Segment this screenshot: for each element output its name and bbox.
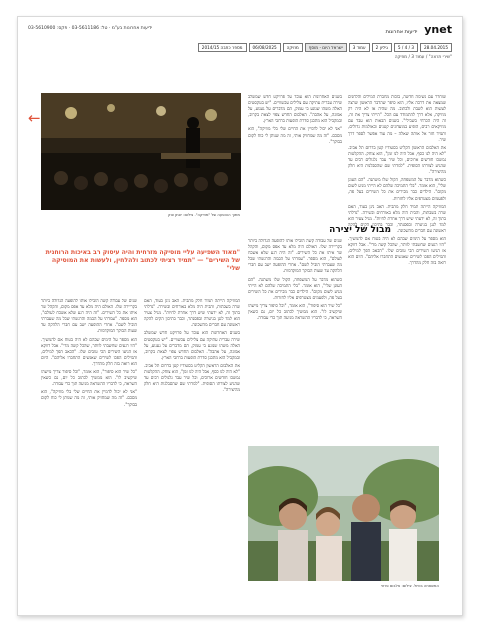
back-arrow-icon[interactable]: ←: [28, 109, 41, 127]
paragraph: כשהוא מדבר על המשפחה, הקול שלו משתנה. "הם העוגן שלי", הוא אומר. "בלי התמיכה שלהם לא הייתי מגיע לשום מקום". הילדים כבר מכירים את כל השירים בעל פה, ולפעמים מצטרפים אליו לחזרות.: [248, 277, 342, 301]
breadcrumb: "שירי תרצה" / עמוד 3 / מוזיקה: [394, 55, 452, 60]
publication-logo: [386, 23, 452, 36]
logo-text: ynet: [424, 23, 452, 36]
newspaper-page: [17, 16, 463, 616]
paragraph: את האלבום הראשון הקליט בסטודיו קטן בדרום תל אביב. "לא היה לנו כסף, אבל היה לנו זמן", הוא צוחק. ההקלטות נמשכו חודשים ארוכים, וכל שיר עבר גלגולים רבים עד שהגיע לצורתו הסופית. "למדתי שם שהסבלנות היא חלק מהיצירה".: [144, 363, 240, 394]
paragraph: "כל שיר הוא סיפור", הוא אומר, "וכל סיפור צריך מישהו שיקשיב לו". הוא ממשיך לכתוב כל יום, גם כשאין השראה, כי לדבריו ההשראה מגיעה תוך כדי עבודה.: [41, 370, 137, 388]
article-column-left-b: [144, 299, 240, 599]
meta-row: [28, 43, 452, 52]
pull-quote: "מאוד השפיעה עליי מוסיקה מזרחית והיה עיסוק רב באיכות הרוחנית של השירים" — "תמיד רציתי לכתוב ולהלחין, ולעשות את המוסיקה שלי": [45, 249, 240, 273]
paragraph: הוא מספר על הימים שבהם לא היה בטוח אם להמשיך. "היו רגעים שחשבתי לוותר, שהכל קשה מדי". אבל דווקא אז הגיעו השירים הכי טובים שלו. "הכאב הפך למילים, והמילים הפכו לשירים שאנשים התחברו אליהם". היום הוא רואה בזה חלק מהדרך.: [41, 337, 137, 367]
paragraph: שוחרר עם נשימה חדשה, בזכות מחברת המילים והלחנים שמצאה את דרכה אליו, הוא סיפר שהדבר הראשון שרצה לעשות הוא לשבת ולכתוב. מה שהיה אז לא היה רק מוזיקה, אלא דרך להתמודד עם הכל. "הייתי צריך את זה, זה היה הכרחי בשבילי". בשנים הבאות הוא עבד עם מוזיקאים רבים, הופיע במועדונים קטנים ובאולמות גדולים, ותמיד חזר אל אותה שאלה – מה עוד אפשר לספר דרך שיר.: [348, 95, 446, 143]
meta-cell: 28.04.2015: [420, 43, 452, 52]
meta-cell: עמוד 3: [349, 43, 370, 52]
photo-caption: המשפחה בטיול. צילום: אלבום פרטי: [380, 583, 439, 588]
paragraph: המוזיקה הייתה תמיד חלק מהבית. האב ניגן בעוד, האם שרה בשבתות, והבית היה מלא באורחים ובשירה. "גדלתי בתוך זה, לא ידעתי שיש דרך אחרת לחיות". מגיל צעיר הוא למד לנגן בגיטרה ובפסנתר, וכבר בתיכון הקים להקה ראשונה עם חברים מהשכונה.: [144, 299, 240, 329]
paragraph: שנים של עבודה קשה הובילו אותו להופעה הגדולה ביותר בקריירה שלו. האולם היה מלא עד אפס מקום, והקהל שר איתו את כל השירים. "זה היה רגע שלא אשכח לעולם", הוא מספר. "עמדתי על הבמה והרגשתי שכל מה שעברתי הוביל לשם". אחרי ההופעה ישב עם חברי הלהקה עד שעות הבוקר המוקדמות.: [248, 239, 342, 275]
paragraph: המוזיקה הייתה תמיד חלק מהבית. האב ניגן בעוד, האם שרה בשבתות, והבית היה מלא באורחים ובשירה. "גדלתי בתוך זה, לא ידעתי שיש דרך אחרת לחיות". מגיל צעיר הוא למד לנגן בגיטרה ובפסנתר, וכבר בתיכון הקים להקה ראשונה עם חברים מהשכונה.: [348, 204, 446, 234]
page-header: [18, 17, 462, 63]
concert-photo: [41, 93, 241, 210]
paragraph: כשהוא מדבר על המשפחה, הקול שלו משתנה. "הם העוגן שלי", הוא אומר. "בלי התמיכה שלהם לא הייתי מגיע לשום מקום". הילדים כבר מכירים את כל השירים בעל פה, ולפעמים מצטרפים אליו לחזרות.: [348, 178, 446, 202]
family-photo: [248, 446, 439, 581]
meta-cell: מוזיקה: [283, 43, 303, 52]
paragraph: בשנים האחרונות הוא עובד על פרויקט חדש שמשלב שירה עברית עתיקה עם צלילים עכשוויים. "יש בטקסטים האלה משהו שנוגע בי עמוק, הם מדברים על געגוע, על אמונה, על אהבה". האלבום החדש צפוי לצאת בקרוב, ובמקביל הוא מתכנן סדרת הופעות ברחבי הארץ.: [248, 95, 342, 125]
article-column-left-a: [41, 299, 137, 599]
meta-cell: 3 / 4 / 5: [394, 43, 418, 52]
meta-cell: ישראל היום - מוסף: [305, 43, 347, 52]
concert-photo-illustration: [41, 93, 241, 210]
family-photo-illustration: [248, 446, 439, 581]
article-column-middle-top: [248, 95, 342, 223]
article-column-middle-lower: [248, 239, 342, 441]
meta-cell: גיליון 2: [372, 43, 392, 52]
logo-subtitle: ידיעות אחרונות: [385, 29, 418, 35]
photo-caption: מתוך ההופעה של "מוזיקה". צילום: יונתן צוק: [167, 212, 240, 217]
paragraph: שנים של עבודה קשה הובילו אותו להופעה הגדולה ביותר בקריירה שלו. האולם היה מלא עד אפס מקום, והקהל שר איתו את כל השירים. "זה היה רגע שלא אשכח לעולם", הוא מספר. "עמדתי על הבמה והרגשתי שכל מה שעברתי הוביל לשם". אחרי ההופעה ישב עם חברי הלהקה עד שעות הבוקר המוקדמות.: [41, 299, 137, 335]
paragraph: בשנים האחרונות הוא עובד על פרויקט חדש שמשלב שירה עברית עתיקה עם צלילים עכשוויים. "יש בטקסטים האלה משהו שנוגע בי עמוק, הם מדברים על געגוע, על אמונה, על אהבה". האלבום החדש צפוי לצאת בקרוב, ובמקביל הוא מתכנן סדרת הופעות ברחבי הארץ.: [144, 331, 240, 361]
meta-cell: 06/08/2025: [249, 43, 281, 52]
paragraph: הוא מספר על הימים שבהם לא היה בטוח אם להמשיך. "היו רגעים שחשבתי לוותר, שהכל קשה מדי". אבל דווקא אז הגיעו השירים הכי טובים שלו. "הכאב הפך למילים, והמילים הפכו לשירים שאנשים התחברו אליהם". היום הוא רואה בזה חלק מהדרך.: [348, 237, 446, 267]
paragraph: "אני לא יכול לדמיין את החיים שלי בלי מוזיקה", הוא מסכם. "זה מה שמחזיק אותי, זה מה שנותן לי כוח לקום בבוקר".: [41, 390, 137, 408]
meta-cell: מספר כתבה 2014/15: [198, 43, 247, 52]
article-subheading: מבול של יצירה: [329, 225, 391, 235]
header-contact: ידיעות אחרונות בע"מ · טל: 03-5611186 · פקס: 03-5610900: [28, 26, 153, 31]
paragraph: "אני לא יכול לדמיין את החיים שלי בלי מוזיקה", הוא מסכם. "זה מה שמחזיק אותי, זה מה שנותן לי כוח לקום בבוקר".: [248, 127, 342, 145]
paragraph: "כל שיר הוא סיפור", הוא אומר, "וכל סיפור צריך מישהו שיקשיב לו". הוא ממשיך לכתוב כל יום, גם כשאין השראה, כי לדבריו ההשראה מגיעה תוך כדי עבודה.: [248, 303, 342, 322]
paragraph: את האלבום הראשון הקליט בסטודיו קטן בדרום תל אביב. "לא היה לנו כסף, אבל היה לנו זמן", הוא צוחק. ההקלטות נמשכו חודשים ארוכים, וכל שיר עבר גלגולים רבים עד שהגיע לצורתו הסופית. "למדתי שם שהסבלנות היא חלק מהיצירה".: [348, 145, 446, 176]
